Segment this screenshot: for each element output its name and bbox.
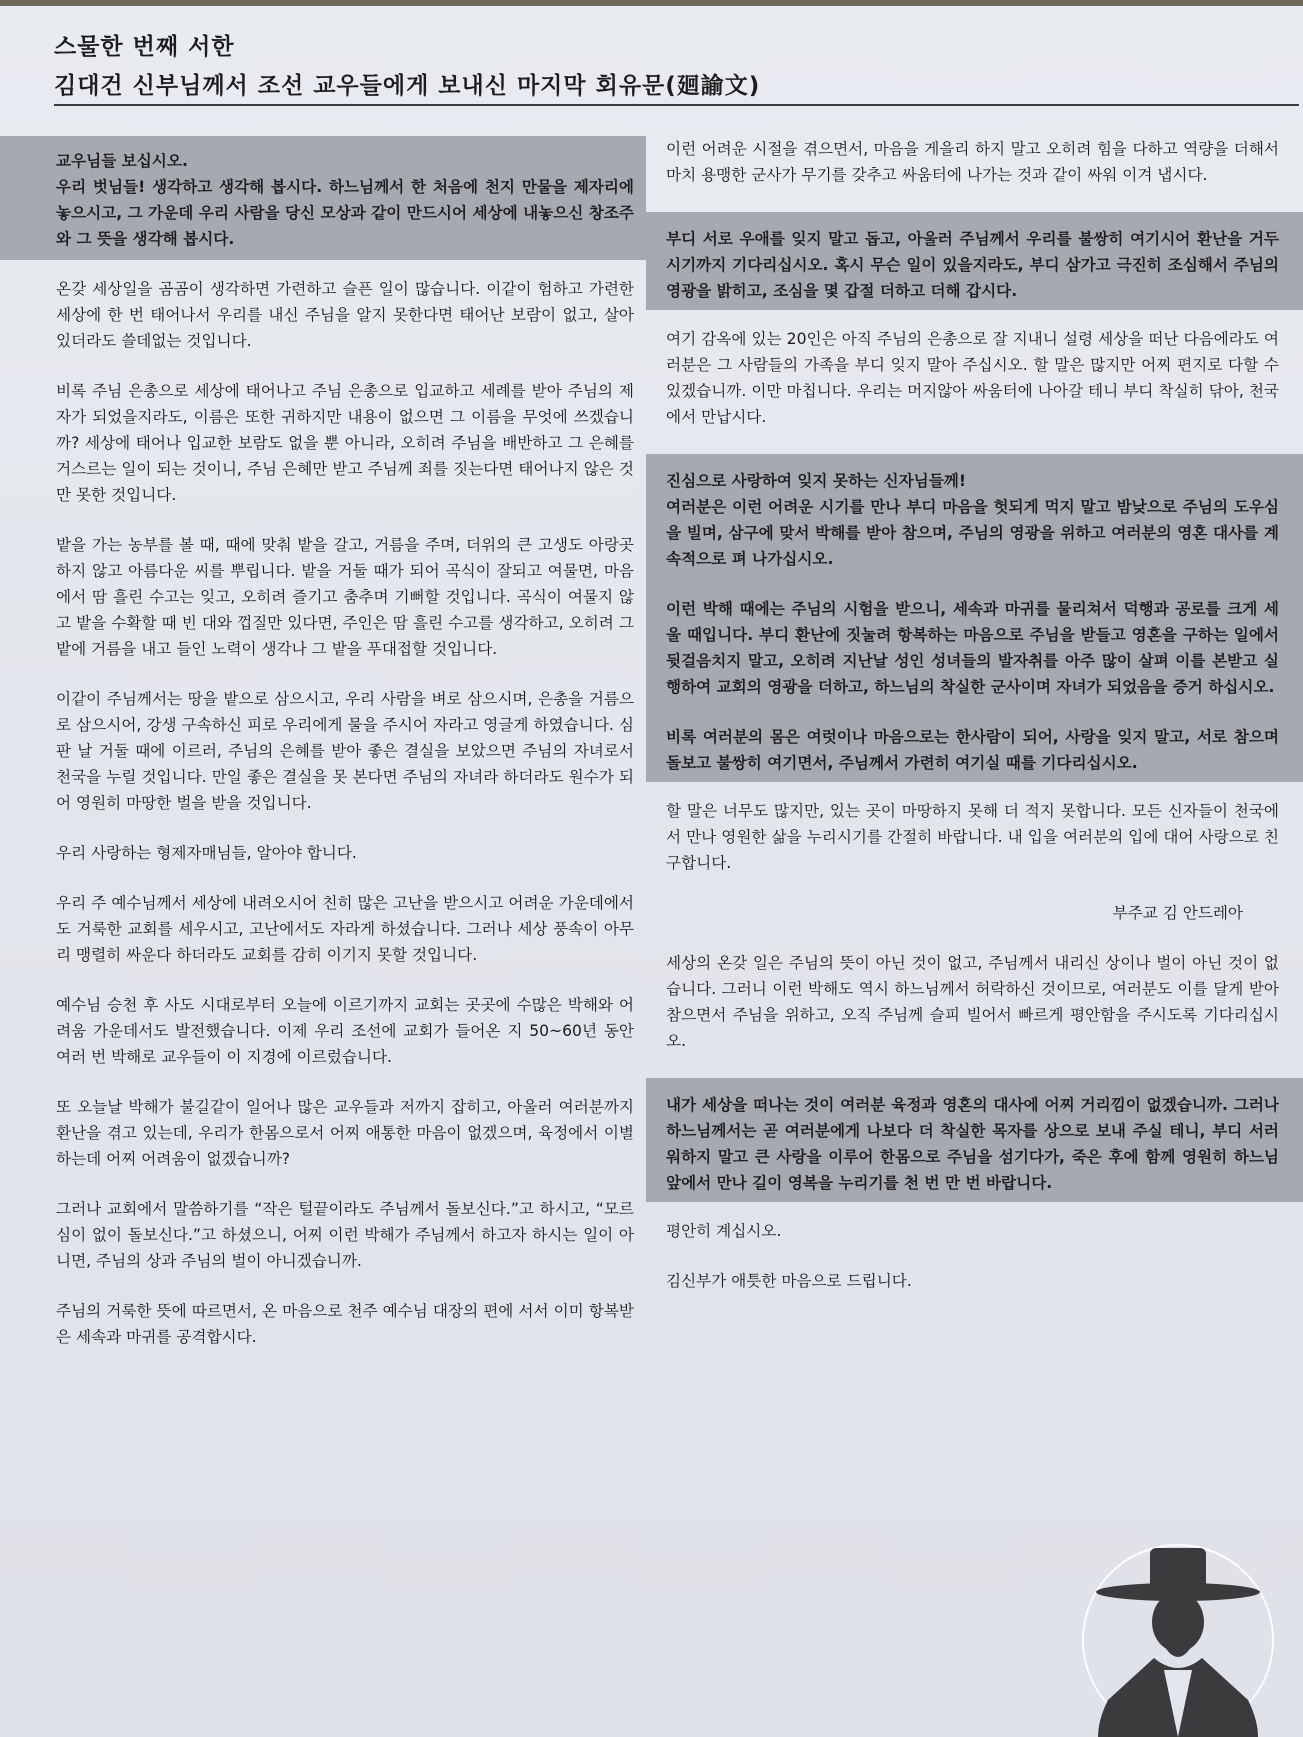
highlight-paragraph-1: 부디 서로 우애를 잊지 말고 돕고, 아울러 주님께서 우리를 불쌍히 여기시어 환난을 거두시기까지 기다리십시오. 혹시 무슨 일이 있을지라도, 부디 삼가고 극진히 조심해서 주님의 영광을 밝히고, 조심을 몇 갑절 더하고 더해 갑시다. bbox=[666, 230, 1285, 300]
left-paragraph-10: 주님의 거룩한 뜻에 따르면서, 온 마음으로 천주 예수님 대장의 편에 서서 이미 항복받은 세속과 마귀를 공격합시다. bbox=[56, 1302, 634, 1346]
left-paragraph-8: 또 오늘날 박해가 불길같이 일어나 많은 교우들과 저까지 잡히고, 아울러 여러분까지 환난을 겪고 있는데, 우리가 한몸으로서 어찌 애통한 마음이 없겠으며, 육정에서 이별하는데 어찌 어려움이 없겠습니까? bbox=[56, 1098, 639, 1168]
letter-number-title: 스물한 번째 서한 bbox=[54, 34, 235, 60]
header-divider bbox=[54, 104, 1299, 106]
signature: 부주교 김 안드레아 bbox=[1112, 904, 1243, 922]
letter-title: 김대건 신부님께서 조선 교우들에게 보내신 마지막 회유문(廻諭文) bbox=[54, 73, 761, 99]
closing-sender: 김신부가 애틋한 마음으로 드립니다. bbox=[666, 1272, 912, 1290]
left-paragraph-2: 비록 주님 은총으로 세상에 태어나고 주님 은총으로 입교하고 세례를 받아 주님의 제자가 되었을지라도, 이름은 또한 귀하지만 내용이 없으면 그 이름을 무엇에 쓰겠습니까? 세상에 태어나 입교한 보람도 없을 뿐 아니라, 오히려 주님을 배반하고 그 은혜를 거스르는 일이 되는 것이니, 주님 은혜만 받고 주님께 죄를 짓는다면 태어나지 않은 것만 못한 것입니다. bbox=[56, 382, 639, 504]
right-column bbox=[646, 136, 1303, 1318]
highlight-paragraph-5: 내가 세상을 떠나는 것이 여러분 육정과 영혼의 대사에 어찌 거리낌이 없겠습니까. 그러나 하느님께서는 곧 여러분에게 나보다 더 착실한 목자를 상으로 보내 주실 테니, 부디 서러워하지 말고 큰 사랑을 이루어 한몸으로 주님을 섬기다가, 죽은 후에 함께 영원히 하느님 앞에서 만나 길이 영복을 누리기를 천 번 만 번 바랍니다. bbox=[666, 1096, 1285, 1192]
top-frame-strip bbox=[0, 0, 1303, 6]
highlight-block-3 bbox=[646, 1078, 1303, 1202]
left-paragraph-1: 온갖 세상일을 곰곰이 생각하면 가련하고 슬픈 일이 많습니다. 이같이 험하고 가련한 세상에 한 번 태어나서 우리를 내신 주님을 알지 못한다면 태어난 보람이 없고, 살아 있더라도 쓸데없는 것입니다. bbox=[56, 280, 639, 350]
left-paragraph-5: 우리 사랑하는 형제자매님들, 알아야 합니다. bbox=[56, 844, 357, 862]
highlight-block-1 bbox=[646, 212, 1303, 310]
intro-highlight-block bbox=[0, 136, 646, 260]
left-paragraph-7: 예수님 승천 후 사도 시대로부터 오늘에 이르기까지 교회는 곳곳에 수많은 박해와 어려움 가운데서도 발전했습니다. 이제 우리 조선에 교회가 들어온 지 50~60년 동안 여러 번 박해로 교우들이 이 지경에 이르렀습니다. bbox=[56, 996, 639, 1066]
left-paragraph-6: 우리 주 예수님께서 세상에 내려오시어 친히 많은 고난을 받으시고 어려운 가운데에서도 거룩한 교회를 세우시고, 고난에서도 자라게 하셨습니다. 그러나 세상 풍속이 아무리 맹렬히 싸운다 하더라도 교회를 감히 이기지 못할 것입니다. bbox=[56, 894, 634, 964]
left-column bbox=[0, 136, 646, 1374]
highlight-block-2 bbox=[646, 454, 1303, 782]
right-paragraph-1: 이런 어려운 시절을 겪으면서, 마음을 게을리 하지 말고 오히려 힘을 다하고 역량을 더해서 마치 용맹한 군사가 무기를 갖추고 싸움터에 나가는 것과 같이 싸워 이겨 냅시다. bbox=[666, 140, 1284, 184]
left-paragraph-4: 이같이 주님께서는 땅을 밭으로 삼으시고, 우리 사람을 벼로 삼으시며, 은총을 거름으로 삼으시어, 강생 구속하신 피로 우리에게 물을 주시어 자라고 영글게 하였습니다. 심판 날 거둘 때에 이르러, 주님의 은혜를 받아 좋은 결실을 보았으면 주님의 자녀로서 천국을 누릴 것입니다. 만일 좋은 결실을 못 본다면 주님의 자녀라 하더라도 원수가 되어 영원히 마땅한 벌을 받을 것입니다. bbox=[56, 690, 639, 812]
closing-greeting: 평안히 계십시오. bbox=[666, 1222, 782, 1240]
left-paragraph-3: 밭을 가는 농부를 볼 때, 때에 맞춰 밭을 갈고, 거름을 주며, 더위의 큰 고생도 아랑곳하지 않고 아름다운 씨를 뿌립니다. 밭을 거둘 때가 되어 곡식이 잘되고 여물면, 마음에서 땀 흘린 수고는 잊고, 오히려 즐기고 춤추며 기뻐할 것입니다. 곡식이 여물지 않고 밭을 수확할 때 빈 대와 껍질만 있다면, 주인은 땀 흘린 수고를 생각하고, 오히려 그 밭에 거름을 내고 들인 노력이 생각나 그 밭을 푸대접할 것입니다. bbox=[56, 536, 639, 658]
intro-paragraph: 교우님들 보십시오. 우리 벗님들! 생각하고 생각해 봅시다. 하느님께서 한 처음에 천지 만물을 제자리에 놓으시고, 그 가운데 우리 사람을 당신 모상과 같이 만드시어 세상에 내놓으신 창조주와 그 뜻을 생각해 봅시다. bbox=[56, 152, 634, 248]
highlight-paragraph-3: 이런 박해 때에는 주님의 시험을 받으니, 세속과 마귀를 물리쳐서 덕행과 공로를 크게 세울 때입니다. 부디 환난에 짓눌려 항복하는 마음으로 주님을 받들고 영혼을 구하는 일에서 뒷걸음치지 말고, 오히려 지난날 성인 성녀들의 발자취를 아주 많이 살펴 이를 본받고 실행하여 교회의 영광을 더하고, 하느님의 착실한 군사이며 자녀가 되었음을 증거 하십시오. bbox=[666, 600, 1285, 696]
left-paragraph-9: 그러나 교회에서 말씀하기를 “작은 털끝이라도 주님께서 돌보신다.”고 하시고, “모르심이 없이 돌보신다.”고 하셨으니, 어찌 이런 박해가 주님께서 하고자 하시는 일이 아니면, 주님의 상과 주님의 벌이 아니겠습니까. bbox=[56, 1200, 634, 1270]
priest-silhouette-icon bbox=[1078, 1530, 1278, 1737]
highlight-paragraph-4: 비록 여러분의 몸은 여럿이나 마음으로는 한사람이 되어, 사랑을 잊지 말고, 서로 참으며 돌보고 불쌍히 여기면서, 주님께서 가련히 여기실 때를 기다리십시오. bbox=[666, 728, 1285, 772]
letter-header bbox=[54, 28, 1244, 100]
right-paragraph-2: 여기 감옥에 있는 20인은 아직 주님의 은총으로 잘 지내니 설령 세상을 떠난 다음에라도 여러분은 그 사람들의 가족을 부디 잊지 말아 주십시오. 할 말은 많지만 어찌 편지로 다할 수 있겠습니까. 이만 마칩니다. 우리는 머지않아 싸움터에 나아갈 테니 부디 착실히 닦아, 천국에서 만납시다. bbox=[666, 330, 1284, 426]
highlight-paragraph-2: 진심으로 사랑하여 잊지 못하는 신자님들께! 여러분은 이런 어려운 시기를 만나 부디 마음을 헛되게 먹지 말고 밤낮으로 주님의 도우심을 빌며, 삼구에 맞서 박해를 받아 참으며, 주님의 영광을 위하고 여러분의 영혼 대사를 계속적으로 펴 나가십시오. bbox=[666, 472, 1279, 568]
right-paragraph-3: 할 말은 너무도 많지만, 있는 곳이 마땅하지 못해 더 적지 못합니다. 모든 신자들이 천국에서 만나 영원한 삶을 누리시기를 간절히 바랍니다. 내 입을 여러분의 입에 대어 사랑으로 친구합니다. bbox=[666, 802, 1279, 872]
right-paragraph-4: 세상의 온갖 일은 주님의 뜻이 아닌 것이 없고, 주님께서 내리신 상이나 벌이 아닌 것이 없습니다. 그러니 이런 박해도 역시 하느님께서 허락하신 것이므로, 여러분도 이를 달게 받아 참으면서 주님을 위하고, 오직 주님께 슬피 빌어서 빠르게 평안함을 주시도록 기다리십시오. bbox=[666, 954, 1284, 1050]
